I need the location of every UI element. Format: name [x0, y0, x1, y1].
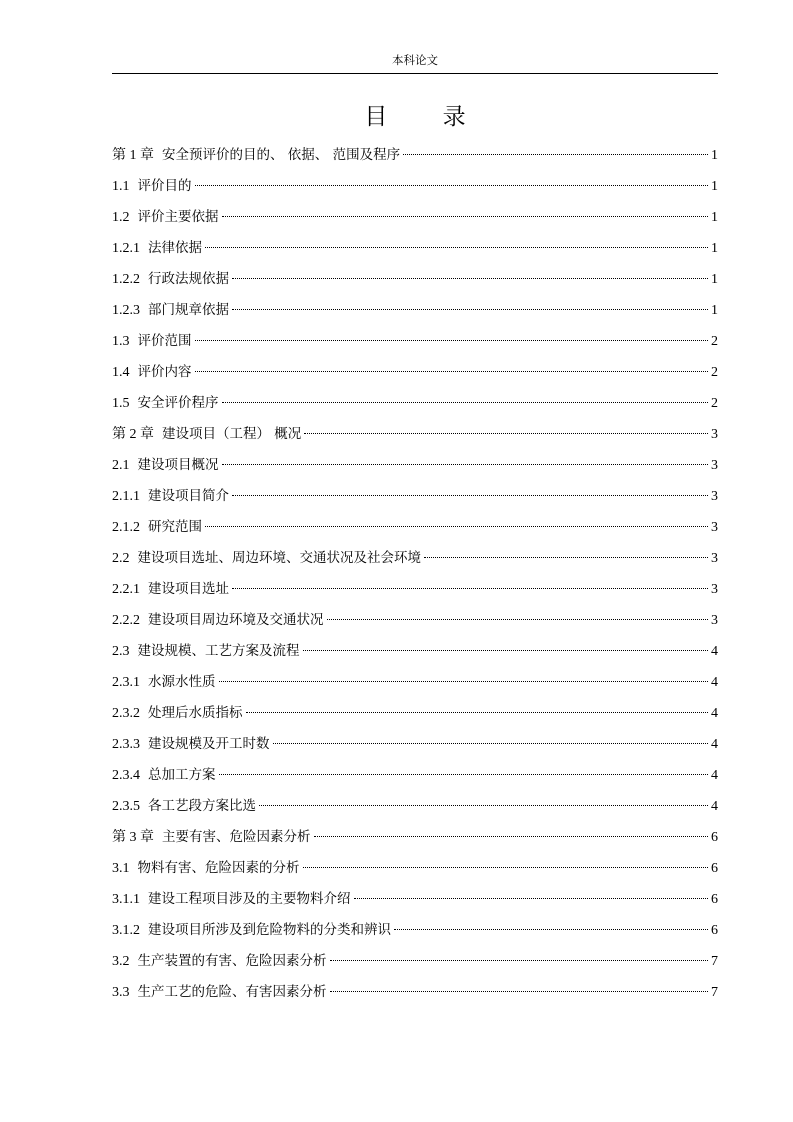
toc-page-number: 4 — [711, 799, 718, 814]
toc-entry-label — [112, 884, 351, 915]
toc-entry-label — [112, 605, 324, 636]
toc-entry-number: 1.2.2 — [112, 272, 140, 287]
toc-entry-title: 安全预评价的目的、 依据、 范围及程序 — [162, 147, 401, 163]
toc-page-number: 1 — [711, 210, 718, 225]
toc-entry-title: 安全评价程序 — [137, 395, 219, 411]
toc-dot-leader — [354, 898, 709, 899]
toc-entry-title: 法律依据 — [148, 240, 202, 256]
toc-entry[interactable] — [112, 357, 718, 388]
toc-entry-number: 1.4 — [112, 365, 130, 380]
toc-dot-leader — [222, 402, 709, 403]
toc-entry-label — [112, 791, 256, 822]
toc-page-number: 3 — [711, 520, 718, 535]
toc-entry-title: 建设规模及开工时数 — [148, 736, 270, 752]
toc-entry-number: 2.2 — [112, 551, 130, 566]
toc-entry-label — [112, 574, 229, 605]
toc-page-number: 6 — [711, 923, 718, 938]
toc-entry-label — [112, 450, 219, 481]
toc-entry-number: 3.1.2 — [112, 923, 140, 938]
toc-entry-number: 2.3.4 — [112, 768, 140, 783]
toc-dot-leader — [246, 712, 709, 713]
toc-entry-title: 评价范围 — [137, 333, 192, 349]
toc-dot-leader — [403, 154, 708, 155]
toc-entry-number: 3.2 — [112, 954, 130, 969]
toc-entry-title: 各工艺段方案比选 — [148, 798, 256, 814]
toc-entry[interactable] — [112, 822, 718, 853]
toc-entry-number: 3.3 — [112, 985, 130, 1000]
toc-entry[interactable] — [112, 915, 718, 946]
toc-page-number: 3 — [711, 613, 718, 628]
toc-page-number: 6 — [711, 830, 718, 845]
toc-dot-leader — [259, 805, 708, 806]
toc-entry-title: 评价内容 — [137, 364, 192, 380]
toc-entry[interactable] — [112, 884, 718, 915]
toc-entry-title: 水源水性质 — [148, 674, 216, 690]
toc-entry[interactable] — [112, 512, 718, 543]
toc-page-number: 7 — [711, 954, 718, 969]
toc-entry-title: 建设项目简介 — [148, 488, 229, 504]
toc-page-number: 7 — [711, 985, 718, 1000]
toc-dot-leader — [232, 495, 708, 496]
toc-page-number: 1 — [711, 148, 718, 163]
toc-entry-number: 1.3 — [112, 334, 130, 349]
toc-entry[interactable] — [112, 295, 718, 326]
toc-dot-leader — [232, 309, 708, 310]
toc-entry[interactable] — [112, 946, 718, 977]
toc-dot-leader — [304, 433, 708, 434]
toc-entry-label — [112, 977, 327, 1008]
header-divider — [112, 73, 718, 74]
toc-entry-title: 行政法规依据 — [148, 271, 229, 287]
toc-page-number: 2 — [711, 365, 718, 380]
toc-dot-leader — [394, 929, 708, 930]
toc-entry-number: 第 2 章 — [112, 427, 154, 442]
toc-dot-leader — [232, 588, 708, 589]
toc-dot-leader — [222, 216, 709, 217]
toc-entry-label — [112, 822, 311, 853]
toc-entry-title: 建设项目选址、周边环境、交通状况及社会环境 — [137, 550, 421, 566]
toc-entry-label — [112, 326, 192, 357]
toc-entry-number: 1.2.1 — [112, 241, 140, 256]
toc-entry-number: 2.3 — [112, 644, 130, 659]
toc-entry-label — [112, 388, 219, 419]
toc-page-number: 3 — [711, 489, 718, 504]
toc-entry[interactable] — [112, 326, 718, 357]
toc-entry-title: 总加工方案 — [148, 767, 216, 783]
toc-page-number: 4 — [711, 768, 718, 783]
toc-entry-label — [112, 853, 300, 884]
toc-entry[interactable] — [112, 667, 718, 698]
toc-entry[interactable] — [112, 605, 718, 636]
toc-entry-label — [112, 264, 229, 295]
toc-entry[interactable] — [112, 760, 718, 791]
toc-dot-leader — [273, 743, 709, 744]
toc-entry-title: 建设项目（工程） 概况 — [162, 426, 302, 442]
toc-entry-number: 1.1 — [112, 179, 130, 194]
toc-page-number: 1 — [711, 179, 718, 194]
toc-entry-number: 第 3 章 — [112, 830, 154, 845]
toc-entry-label — [112, 915, 391, 946]
toc-entry-title: 建设规模、工艺方案及流程 — [137, 643, 300, 659]
toc-entry[interactable] — [112, 481, 718, 512]
toc-entry[interactable] — [112, 419, 718, 450]
toc-entry-title: 评价主要依据 — [137, 209, 219, 225]
toc-entry-title: 生产工艺的危险、有害因素分析 — [137, 984, 327, 1000]
toc-dot-leader — [232, 278, 708, 279]
toc-dot-leader — [195, 340, 709, 341]
toc-page-number: 2 — [711, 334, 718, 349]
toc-dot-leader — [303, 650, 709, 651]
toc-dot-leader — [330, 991, 709, 992]
toc-entry-label — [112, 512, 202, 543]
toc-entry[interactable] — [112, 450, 718, 481]
toc-entry-number: 3.1 — [112, 861, 130, 876]
table-of-contents — [112, 140, 718, 1008]
page-title: 目 录 — [364, 104, 490, 130]
toc-entry-title: 处理后水质指标 — [148, 705, 243, 721]
toc-entry-number: 第 1 章 — [112, 148, 154, 163]
toc-entry-title: 研究范围 — [148, 519, 202, 535]
toc-entry-title: 部门规章依据 — [148, 302, 229, 318]
toc-entry[interactable] — [112, 698, 718, 729]
toc-entry[interactable] — [112, 853, 718, 884]
toc-entry-label — [112, 202, 219, 233]
toc-entry[interactable] — [112, 388, 718, 419]
toc-dot-leader — [303, 867, 709, 868]
toc-entry[interactable] — [112, 791, 718, 822]
toc-page-number: 3 — [711, 582, 718, 597]
toc-dot-leader — [219, 681, 709, 682]
toc-entry-number: 2.3.2 — [112, 706, 140, 721]
toc-entry-number: 2.3.3 — [112, 737, 140, 752]
toc-entry-label — [112, 760, 216, 791]
toc-entry[interactable] — [112, 543, 718, 574]
toc-entry-number: 2.1 — [112, 458, 130, 473]
toc-page-number: 6 — [711, 892, 718, 907]
toc-entry-label — [112, 667, 216, 698]
toc-entry[interactable] — [112, 171, 718, 202]
toc-entry-number: 2.1.1 — [112, 489, 140, 504]
toc-page-number: 4 — [711, 737, 718, 752]
toc-entry-number: 1.2.3 — [112, 303, 140, 318]
toc-entry-number: 2.3.5 — [112, 799, 140, 814]
toc-entry-title: 建设项目选址 — [148, 581, 229, 597]
toc-dot-leader — [219, 774, 709, 775]
toc-entry-label — [112, 543, 421, 574]
toc-entry-label — [112, 140, 400, 171]
toc-page-number: 2 — [711, 396, 718, 411]
toc-dot-leader — [195, 371, 709, 372]
toc-page-number: 3 — [711, 427, 718, 442]
toc-entry-number: 2.2.1 — [112, 582, 140, 597]
toc-page-number: 1 — [711, 272, 718, 287]
toc-entry[interactable] — [112, 977, 718, 1008]
toc-entry-label — [112, 295, 229, 326]
toc-entry[interactable] — [112, 636, 718, 667]
toc-dot-leader — [205, 526, 708, 527]
toc-entry-label — [112, 946, 327, 977]
toc-entry-number: 2.1.2 — [112, 520, 140, 535]
toc-page-number: 3 — [711, 551, 718, 566]
toc-page-number: 6 — [711, 861, 718, 876]
toc-entry[interactable] — [112, 729, 718, 760]
toc-entry-label — [112, 357, 192, 388]
toc-entry[interactable] — [112, 202, 718, 233]
toc-entry-label — [112, 233, 202, 264]
toc-dot-leader — [327, 619, 709, 620]
toc-entry-label — [112, 636, 300, 667]
toc-dot-leader — [424, 557, 708, 558]
toc-dot-leader — [195, 185, 709, 186]
toc-dot-leader — [330, 960, 709, 961]
toc-entry-label — [112, 729, 270, 760]
page-header: 本科论文 — [392, 53, 438, 67]
toc-page-number: 3 — [711, 458, 718, 473]
toc-entry-number: 2.2.2 — [112, 613, 140, 628]
toc-page-number: 1 — [711, 303, 718, 318]
toc-entry-label — [112, 481, 229, 512]
toc-entry[interactable] — [112, 140, 718, 171]
toc-entry-title: 物料有害、危险因素的分析 — [137, 860, 300, 876]
toc-dot-leader — [205, 247, 708, 248]
toc-entry-title: 建设项目周边环境及交通状况 — [148, 612, 324, 628]
toc-page-number: 4 — [711, 644, 718, 659]
toc-entry-number: 3.1.1 — [112, 892, 140, 907]
toc-entry[interactable] — [112, 574, 718, 605]
toc-entry-label — [112, 698, 243, 729]
toc-entry-title: 评价目的 — [137, 178, 192, 194]
toc-entry-title: 主要有害、危险因素分析 — [162, 829, 311, 845]
toc-entry[interactable] — [112, 233, 718, 264]
toc-page-number: 1 — [711, 241, 718, 256]
toc-entry-number: 1.2 — [112, 210, 130, 225]
toc-page-number: 4 — [711, 675, 718, 690]
toc-entry-title: 建设项目所涉及到危险物料的分类和辨识 — [148, 922, 391, 938]
toc-entry-title: 建设项目概况 — [137, 457, 219, 473]
toc-entry-number: 1.5 — [112, 396, 130, 411]
toc-entry-number: 2.3.1 — [112, 675, 140, 690]
toc-entry[interactable] — [112, 264, 718, 295]
toc-entry-title: 建设工程项目涉及的主要物料介绍 — [148, 891, 351, 907]
toc-dot-leader — [314, 836, 709, 837]
toc-entry-label — [112, 171, 192, 202]
toc-page-number: 4 — [711, 706, 718, 721]
toc-dot-leader — [222, 464, 709, 465]
toc-entry-label — [112, 419, 301, 450]
toc-entry-title: 生产装置的有害、危险因素分析 — [137, 953, 327, 969]
